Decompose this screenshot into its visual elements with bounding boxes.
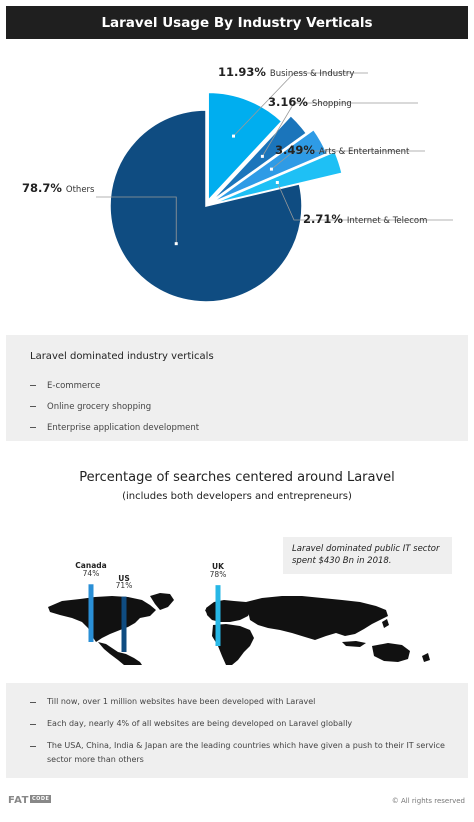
list-item: E-commerce (30, 375, 199, 396)
pie-label-value: 3.16% (268, 95, 308, 109)
pie-label (22, 181, 94, 195)
list-item: Online grocery shopping (30, 396, 199, 417)
bar-value: 78% (209, 570, 227, 580)
dash-icon (30, 746, 36, 747)
bar-value: 74% (82, 569, 100, 579)
bar-category: US (118, 573, 130, 583)
bar-us (122, 597, 127, 652)
leader-dot (276, 181, 279, 184)
pie-label-name: Others (65, 185, 95, 195)
facts-list (30, 695, 454, 775)
verticals-title: Laravel dominated industry verticals (30, 351, 214, 362)
verticals-box (6, 335, 468, 441)
bar-category: Canada (75, 561, 107, 571)
pie-label-name: Internet & Telecom (346, 216, 428, 226)
copyright-text: © All rights reserved (391, 797, 465, 805)
pie-label-value: 11.93% (218, 65, 266, 79)
dash-icon (30, 724, 36, 725)
world-map-icon (48, 593, 430, 665)
pie-label (268, 95, 352, 109)
bar-uk (216, 585, 221, 646)
dash-icon (30, 427, 36, 428)
bar-canada (89, 584, 94, 642)
header-title: Laravel Usage By Industry Verticals (6, 6, 468, 39)
bar-category: UK (212, 562, 224, 572)
list-item: Each day, nearly 4% of all websites are being developed on Laravel globally (30, 717, 454, 731)
pie-label-value: 2.71% (303, 212, 343, 226)
pie-label (303, 212, 427, 226)
searches-title: Percentage of searches centered around Laravel (79, 470, 395, 485)
bar-label-us (104, 575, 144, 591)
list-item: Till now, over 1 million websites have been developed with Laravel (30, 695, 454, 709)
quote-box (283, 537, 452, 574)
searches-subtitle: (includes both developers and entrepreneurs) (122, 491, 352, 502)
bar-value: 71% (115, 581, 133, 591)
pie-label-value: 78.7% (22, 181, 62, 195)
list-item: Enterprise application development (30, 417, 199, 438)
fatcode-logo: FAT CODE (8, 795, 50, 806)
quote-text: Laravel dominated public IT sector spent $430 Bn in 2018. (292, 544, 440, 567)
verticals-list (30, 375, 199, 438)
pie-label-name: Arts & Entertainment (318, 147, 410, 157)
leader-dot (232, 135, 235, 138)
leader-dot (261, 155, 264, 158)
pie-label-name: Shopping (311, 99, 352, 109)
bar-label-uk (198, 563, 238, 579)
pie-label-value: 3.49% (275, 143, 315, 157)
pie-label (218, 65, 354, 79)
dash-icon (30, 702, 36, 703)
list-item: The USA, China, India & Japan are the leading countries which have given a push to their IT service sector more than others (30, 739, 454, 767)
facts-box (6, 683, 468, 778)
leader-dot (270, 168, 273, 171)
dash-icon (30, 406, 36, 407)
pie-label-name: Business & Industry (269, 69, 355, 79)
dash-icon (30, 385, 36, 386)
leader-dot (175, 242, 178, 245)
pie-label (275, 143, 409, 157)
